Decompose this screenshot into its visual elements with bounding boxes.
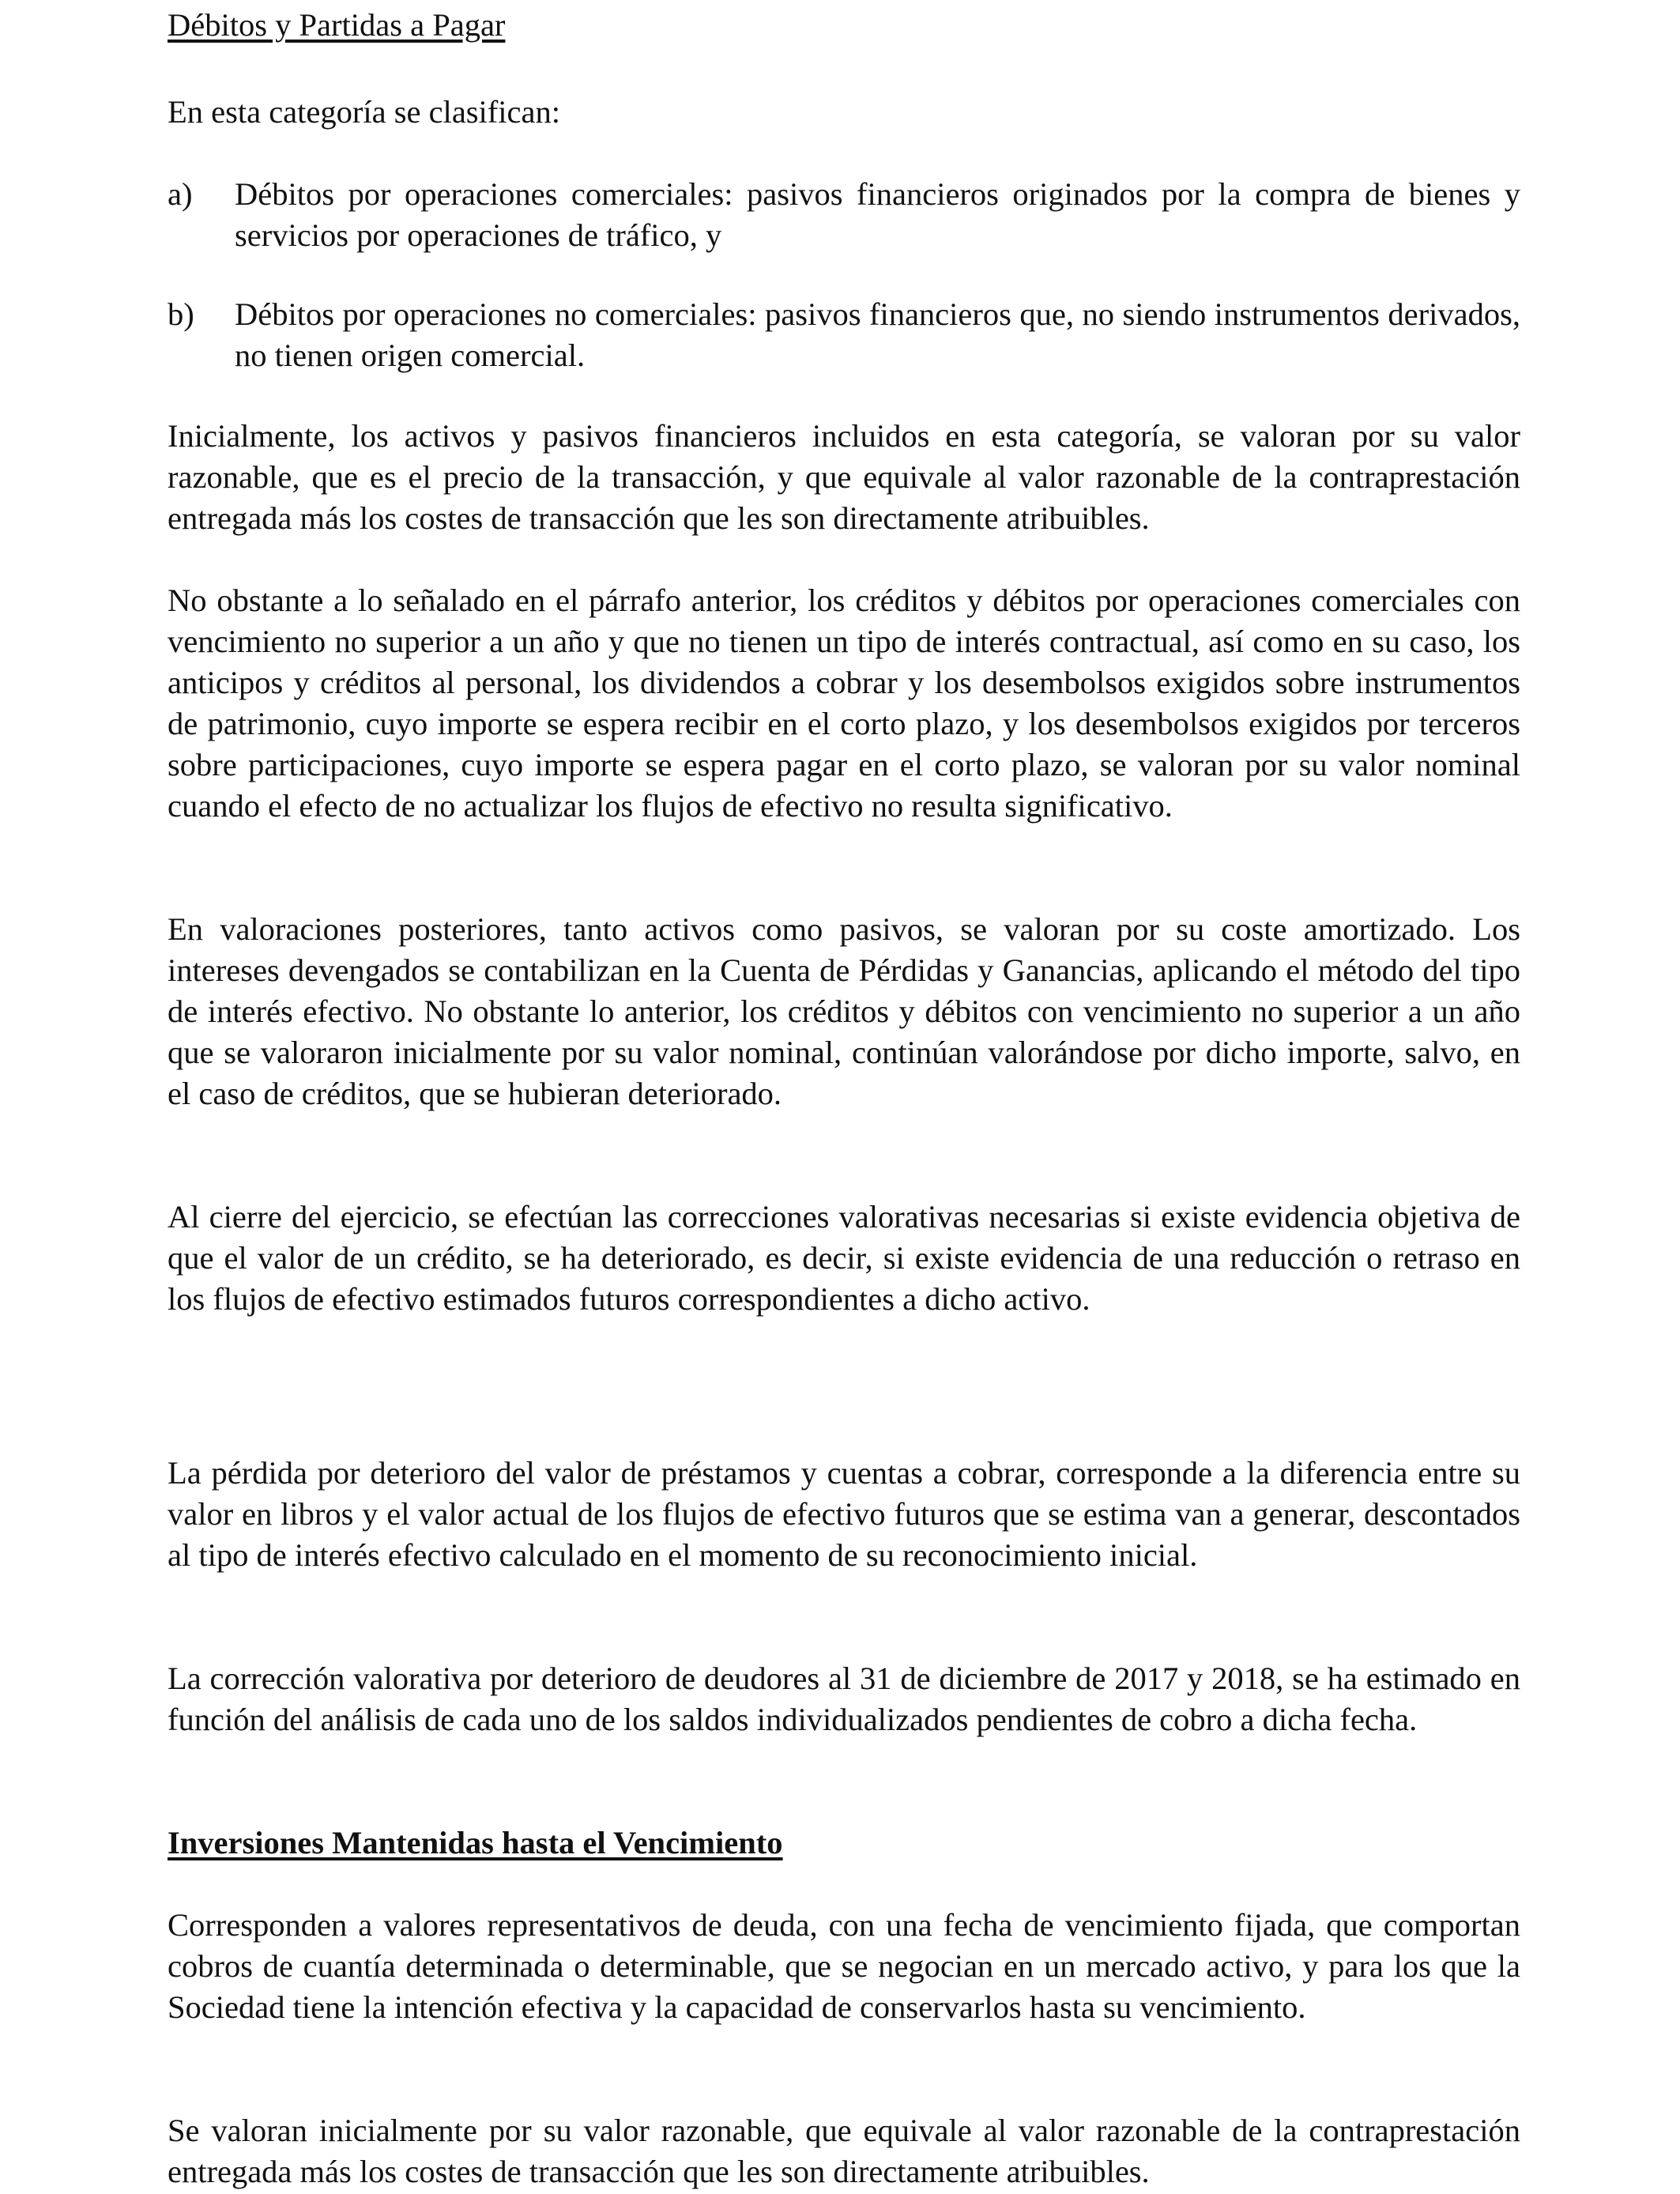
paragraph-perdida-deterioro: La pérdida por deterioro del valor de préstamos y cuentas a cobrar, corresponde a la diferencia entre su valor en libros y el valor actual de los flujos de efectivo futuros que se estima van a generar, descontados al tipo de interés efectivo calculado en el momento de su reconocimiento inicial. xyxy=(168,1455,1520,1573)
section-title-debitos: Débitos y Partidas a Pagar xyxy=(168,7,506,43)
list-marker: b) xyxy=(168,296,194,332)
paragraph-correcciones-valorativas: Al cierre del ejercicio, se efectúan las correcciones valorativas necesarias si existe evidencia objetiva de que el valor de un crédito, se ha deteriorado, es decir, si existe evidencia de una reducción o retraso en los flujos de efectivo estimados futuros correspondientes a dicho activo. xyxy=(168,1199,1520,1317)
paragraph-coste-amortizado: En valoraciones posteriores, tanto activos como pasivos, se valoran por su coste amortizado. Los intereses devengados se contabilizan en la Cuenta de Pérdidas y Ganancias, aplicando el método del tipo de interés efectivo. No obstante lo anterior, los créditos y débitos con vencimiento no superior a un año que se valoraron inicialmente por su valor nominal, continúan valorándose por dicho importe, salvo, en el caso de créditos, que se hubieran deteriorado. xyxy=(168,911,1520,1111)
paragraph-valores-deuda: Corresponden a valores representativos de deuda, con una fecha de vencimiento fijada, que comportan cobros de cuantía determinada o determinable, que se negocian en un mercado activo, y para los que la Sociedad tiene la intención efectiva y la capacidad de conservarlos hasta su vencimiento. xyxy=(168,1907,1520,2025)
section-title-inversiones: Inversiones Mantenidas hasta el Vencimiento xyxy=(168,1825,783,1860)
paragraph-valor-nominal: No obstante a lo señalado en el párrafo anterior, los créditos y débitos por operaciones comerciales con vencimiento no superior a un año y que no tienen un tipo de interés contractual, así como en su caso, los anticipos y créditos al personal, los dividendos a cobrar y los desembolsos exigidos sobre instrumentos de patrimonio, cuyo importe se espera recibir en el corto plazo, y los desembolsos exigidos por terceros sobre participaciones, cuyo importe se espera pagar en el corto plazo, se valoran por su valor nominal cuando el efecto de no actualizar los flujos de efectivo no resulta significativo. xyxy=(168,582,1520,824)
paragraph-correccion-deudores: La corrección valorativa por deterioro de deudores al 31 de diciembre de 2017 y 2018, se ha estimado en función del análisis de cada uno de los saldos individualizados pendientes de cobro a dicha fecha. xyxy=(168,1661,1520,1737)
list-item-text: Débitos por operaciones no comerciales: pasivos financieros que, no siendo instrumentos derivados, no tienen origen comercial. xyxy=(235,296,1520,373)
list-item-text: Débitos por operaciones comerciales: pasivos financieros originados por la compra de bienes y servicios por operaciones de tráfico, y xyxy=(235,176,1520,253)
section-intro: En esta categoría se clasifican: xyxy=(168,94,560,130)
paragraph-valoracion-inversiones: Se valoran inicialmente por su valor razonable, que equivale al valor razonable de la contraprestación entregada más los costes de transacción que les son directamente atribuibles. xyxy=(168,2113,1520,2189)
list-marker: a) xyxy=(168,176,193,212)
paragraph-valoracion-inicial: Inicialmente, los activos y pasivos financieros incluidos en esta categoría, se valoran por su valor razonable, que es el precio de la transacción, y que equivale al valor razonable de la contraprestación entregada más los costes de transacción que les son directamente atribuibles. xyxy=(168,418,1520,536)
